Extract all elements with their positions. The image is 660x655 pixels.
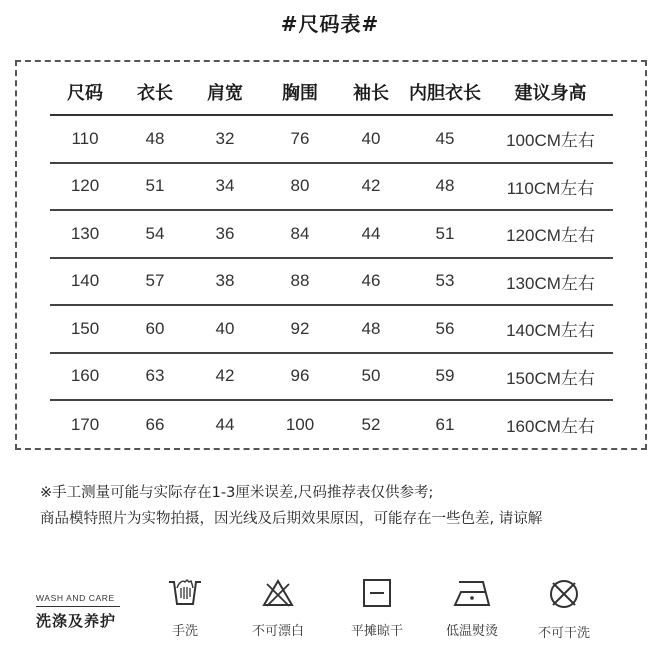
cell-height: 120CM左右 (506, 226, 595, 246)
dry-flat-icon (362, 578, 392, 608)
cell-shoulder: 42 (215, 366, 235, 386)
care-label: 不可干洗 (537, 626, 590, 641)
cell-shoulder: 40 (215, 318, 235, 338)
care-label: 低温熨烫 (445, 624, 498, 639)
header-length: 衣长 (137, 83, 173, 104)
cell-height: 130CM左右 (506, 273, 595, 293)
cell-chest: 88 (290, 271, 310, 291)
page-title: #尺码表# (280, 12, 380, 36)
table-row (50, 401, 613, 449)
table-row (50, 306, 613, 354)
header-size: 尺码 (67, 83, 103, 104)
cell-size: 170 (70, 414, 100, 434)
care-label: 不可漂白 (251, 624, 304, 639)
care-label: 手洗 (171, 624, 198, 639)
cell-length: 48 (145, 128, 165, 148)
cell-lining-length: 51 (435, 223, 455, 243)
cell-chest: 100 (285, 414, 315, 434)
table-row (50, 259, 613, 307)
cell-shoulder: 44 (215, 414, 235, 434)
cell-shoulder: 38 (215, 271, 235, 291)
cell-lining-length: 59 (435, 366, 455, 386)
hand-wash-icon (167, 578, 203, 608)
cell-chest: 92 (290, 318, 310, 338)
header-chest: 胸围 (282, 83, 318, 104)
no-dry-clean-icon (548, 578, 580, 610)
cell-chest: 80 (290, 176, 310, 196)
cell-shoulder: 32 (215, 128, 235, 148)
wash-care-title-en: WASH AND CARE (36, 593, 120, 607)
cell-lining-length: 48 (435, 176, 455, 196)
wash-care-title-cn: 洗涤及养护 (36, 612, 117, 630)
cell-height: 140CM左右 (506, 321, 595, 341)
cell-sleeve: 46 (361, 271, 381, 291)
header-height: 建议身高 (514, 83, 587, 104)
wash-care-title (36, 593, 120, 631)
cell-chest: 84 (290, 223, 310, 243)
cell-sleeve: 44 (361, 223, 381, 243)
cell-lining-length: 53 (435, 271, 455, 291)
cell-size: 110 (71, 128, 99, 148)
cell-sleeve: 52 (361, 414, 381, 434)
care-item-dry-flat (337, 578, 417, 639)
care-item-low-iron (432, 578, 512, 639)
header-sleeve: 袖长 (353, 83, 389, 104)
cell-chest: 96 (290, 366, 310, 386)
cell-height: 110CM左右 (506, 178, 595, 198)
cell-length: 63 (145, 366, 165, 386)
no-bleach-icon (261, 578, 295, 608)
table-row (50, 354, 613, 402)
cell-size: 140 (70, 271, 100, 291)
cell-height: 160CM左右 (506, 417, 595, 437)
cell-size: 120 (70, 176, 100, 196)
cell-length: 57 (145, 271, 165, 291)
note-color: 商品模特照片为实物拍摄，因光线及后期效果原因，可能存在一些色差, 请谅解 (40, 511, 543, 527)
cell-length: 60 (145, 318, 165, 338)
table-header-row (50, 70, 613, 116)
disclaimer-notes (40, 480, 542, 532)
cell-length: 54 (145, 223, 165, 243)
cell-lining-length: 56 (435, 318, 455, 338)
cell-chest: 76 (290, 128, 310, 148)
cell-length: 51 (145, 176, 165, 196)
size-table (50, 70, 613, 449)
cell-lining-length: 61 (435, 414, 455, 434)
header-lining-length: 内胆衣长 (409, 83, 481, 104)
cell-sleeve: 40 (361, 128, 381, 148)
care-label: 平摊晾干 (350, 624, 403, 639)
care-item-no-bleach (238, 578, 318, 639)
table-row (50, 164, 613, 212)
cell-height: 150CM左右 (506, 368, 595, 388)
cell-sleeve: 42 (361, 176, 381, 196)
care-item-no-dry-clean (524, 578, 604, 641)
cell-size: 160 (70, 366, 100, 386)
cell-shoulder: 36 (215, 223, 235, 243)
cell-height: 100CM左右 (506, 131, 595, 151)
low-iron-icon (452, 578, 492, 608)
cell-lining-length: 45 (435, 128, 455, 148)
header-shoulder: 肩宽 (207, 83, 243, 104)
note-measurement: ※手工测量可能与实际存在1-3厘米误差,尺码推荐表仅供参考; (40, 485, 434, 501)
cell-shoulder: 34 (215, 176, 235, 196)
cell-size: 150 (70, 318, 100, 338)
cell-size: 130 (70, 223, 100, 243)
cell-length: 66 (145, 414, 165, 434)
cell-sleeve: 48 (361, 318, 381, 338)
care-item-hand-wash (145, 578, 225, 639)
table-row (50, 211, 613, 259)
cell-sleeve: 50 (361, 366, 381, 386)
table-row (50, 116, 613, 164)
